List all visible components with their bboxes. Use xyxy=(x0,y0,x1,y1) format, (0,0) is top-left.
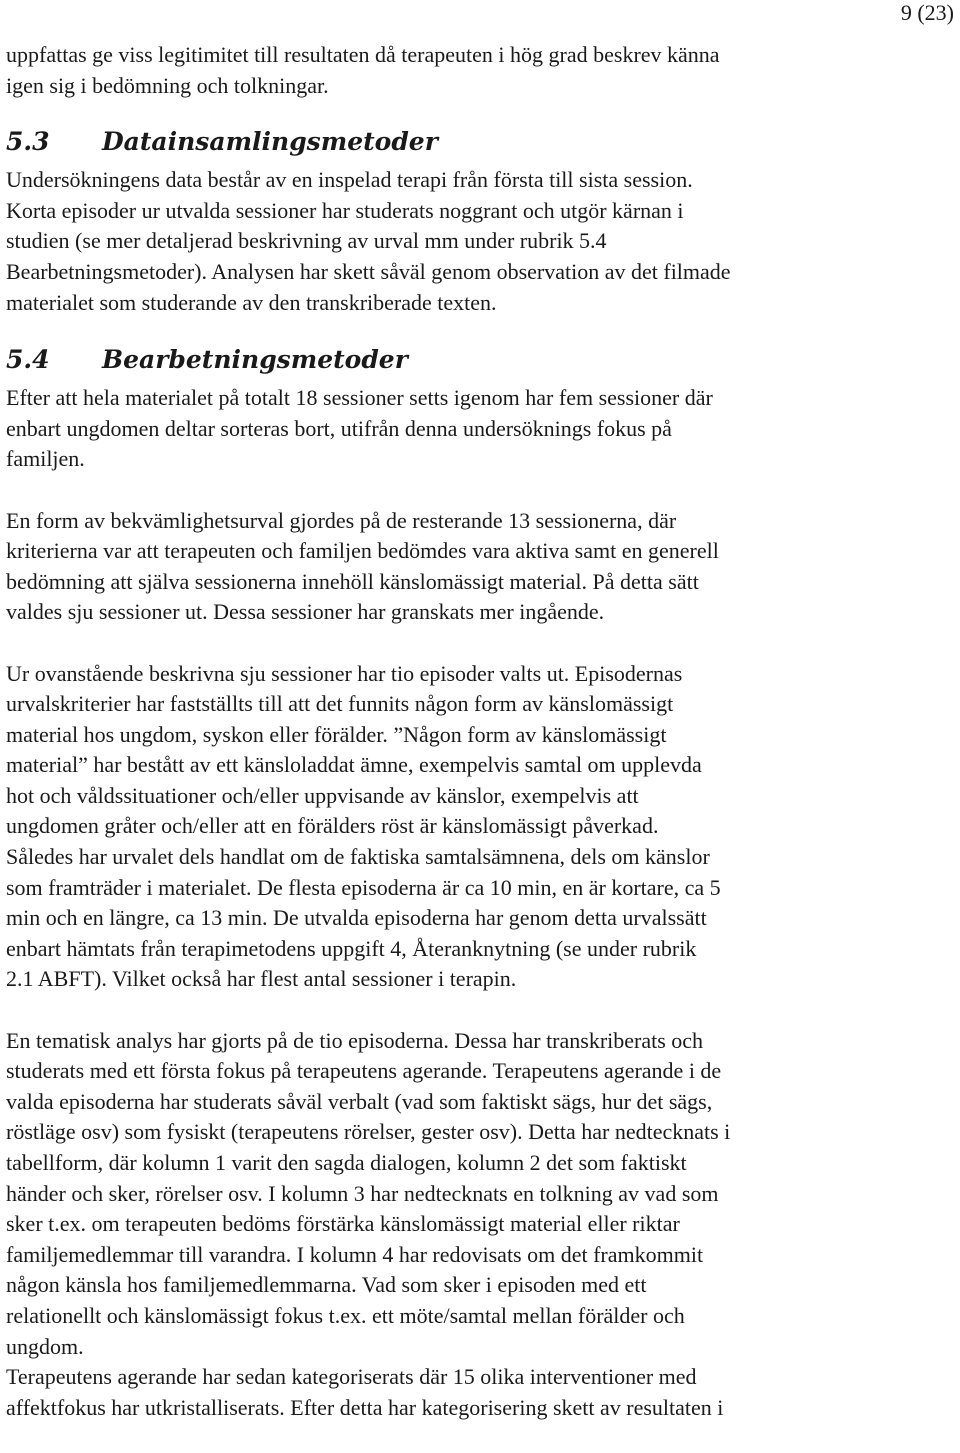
text-line: som framträder i materialet. De flesta episoderna är ca 10 min, en är kortare, ca 5 xyxy=(6,874,721,900)
section-5-4-paragraph-1 xyxy=(6,383,946,475)
section-5-3-paragraph xyxy=(6,165,946,318)
text-line: sker t.ex. om terapeuten bedöms förstärka känslomässigt material eller riktar xyxy=(6,1211,680,1237)
text-line: material” har bestått av ett känsloladdat ämne, exempelvis samtal om upplevda xyxy=(6,752,702,778)
text-line: Således har urvalet dels handlat om de faktiska samtalsämnena, dels om känslor xyxy=(6,844,710,870)
text-line: tabellform, där kolumn 1 varit den sagda dialogen, kolumn 2 det som faktiskt xyxy=(6,1150,687,1175)
section-heading-5-3 xyxy=(6,127,946,157)
text-line: Terapeutens agerande har sedan kategoriserats där 15 olika interventioner med xyxy=(6,1364,697,1390)
section-5-4-paragraph-5 xyxy=(6,1362,946,1423)
text-line: materialet som studerande av den transkriberade texten. xyxy=(6,289,497,315)
section-5-4-paragraph-3 xyxy=(6,659,946,996)
text-line: studerats med ett första fokus på terapeutens agerande. Terapeutens agerande i de xyxy=(6,1058,722,1084)
text-line: En tematisk analys har gjorts på de tio episoderna. Dessa har transkriberats och xyxy=(6,1027,704,1053)
section-5-4-paragraph-4 xyxy=(6,1026,946,1363)
text-line: hot och våldssituationer och/eller uppvisande av känslor, exempelvis att xyxy=(6,782,639,808)
page-number: 9 (23) xyxy=(900,0,954,25)
text-line: uppfattas ge viss legitimitet till resultaten då terapeuten i hög grad beskrev känna xyxy=(6,42,720,67)
text-line: kriterierna var att terapeuten och familjen bedömdes vara aktiva samt en generell xyxy=(6,538,719,564)
intro-paragraph xyxy=(6,40,946,101)
text-line: enbart ungdomen deltar sorteras bort, utifrån denna undersöknings fokus på xyxy=(6,415,672,441)
text-line: Undersökningens data består av en inspelad terapi från första till sista session. xyxy=(6,167,693,193)
section-title: Bearbetningsmetoder xyxy=(102,345,408,375)
text-line: familjen. xyxy=(6,446,85,472)
document-body xyxy=(6,40,946,1423)
text-line: studien (se mer detaljerad beskrivning av urval mm under rubrik 5.4 xyxy=(6,228,607,254)
text-line: affektfokus har utkristalliserats. Efter detta har kategorisering skett av resultaten i xyxy=(6,1394,724,1420)
text-line: någon känsla hos familjemedlemmarna. Vad som sker i episoden med ett xyxy=(6,1272,647,1298)
text-line: igen sig i bedömning och tolkningar. xyxy=(6,72,329,98)
text-line: 2.1 ABFT). Vilket också har flest antal sessioner i terapin. xyxy=(6,966,517,992)
section-number: 5.3 xyxy=(6,127,50,157)
text-line: enbart hämtats från terapimetodens uppgift 4, Återanknytning (se under rubrik xyxy=(6,935,697,961)
text-line: ungdom. xyxy=(6,1333,84,1359)
text-line: relationellt och känslomässigt fokus t.ex. ett möte/samtal mellan förälder och xyxy=(6,1302,685,1328)
text-line: En form av bekvämlighetsurval gjordes på de resterande 13 sessionerna, där xyxy=(6,507,677,533)
text-line: valda episoderna har studerats såväl verbalt (vad som faktiskt sägs, hur det sägs, xyxy=(6,1088,713,1114)
text-line: röstläge osv) som fysiskt (terapeutens rörelser, gester osv). Detta har nedtecknats i xyxy=(6,1119,731,1145)
text-line: ungdomen gråter och/eller att en förälders röst är känslomässigt påverkad. xyxy=(6,813,659,839)
text-line: bedömning att själva sessionerna innehöll känslomässigt material. På detta sätt xyxy=(6,568,699,594)
text-line: urvalskriterier har fastställts till att det funnits någon form av känslomässigt xyxy=(6,691,674,717)
text-line: min och en längre, ca 13 min. De utvalda episoderna har genom detta urvalssätt xyxy=(6,905,707,931)
text-line: Ur ovanstående beskrivna sju sessioner har tio episoder valts ut. Episodernas xyxy=(6,660,683,686)
text-line: Korta episoder ur utvalda sessioner har studerats noggrant och utgör kärnan i xyxy=(6,197,684,223)
text-line: material hos ungdom, syskon eller förälder. ”Någon form av känslomässigt xyxy=(6,721,667,747)
section-5-4-paragraph-2 xyxy=(6,506,946,628)
section-heading-5-4 xyxy=(6,345,946,375)
text-line: Efter att hela materialet på totalt 18 sessioner setts igenom har fem sessioner där xyxy=(6,385,713,411)
section-number: 5.4 xyxy=(6,345,50,375)
text-line: familjemedlemmar till varandra. I kolumn 4 har redovisats om det framkommit xyxy=(6,1241,704,1267)
text-line: valdes sju sessioner ut. Dessa sessioner har granskats mer ingående. xyxy=(6,599,605,625)
text-line: händer och sker, rörelser osv. I kolumn 3 har nedtecknats en tolkning av vad som xyxy=(6,1180,719,1206)
section-title: Datainsamlingsmetoder xyxy=(102,127,438,157)
text-line: Bearbetningsmetoder). Analysen har skett såväl genom observation av det filmade xyxy=(6,258,731,284)
